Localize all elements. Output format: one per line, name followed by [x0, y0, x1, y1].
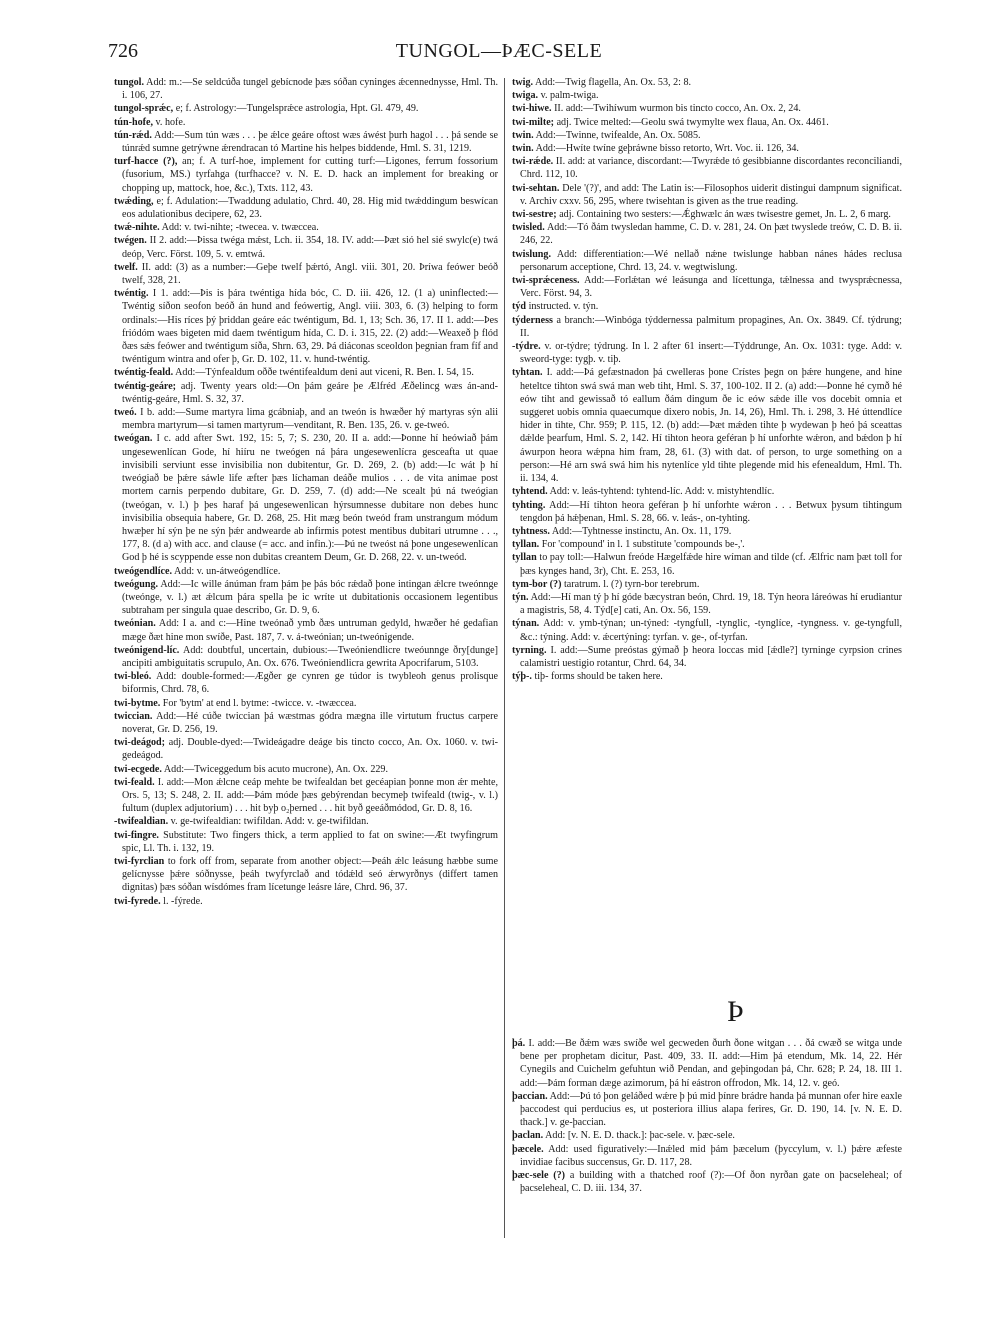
entry-text: II. add:—Twihíwum wurmon bis tincto cocco, An. Ox. 2, 24. [554, 103, 801, 115]
entry-text: v. hofe. [155, 116, 186, 128]
right-column [512, 76, 902, 683]
entry-text: I b. add:—Sume martyra lima gcábniaþ, and an tweón is hwæðer hý martyras sýn alii membra martyrum—si tamen martyrum—venditant, R. Ben. 135, 26. v. ge-tweó. [122, 407, 498, 432]
entry-text: a building with a thatched roof (?):—Of ðon nyrðan gate on þacseleheal; of þacseleheal, C. D. iii. 134, 37. [520, 1170, 903, 1195]
entry-text: II. add: (3) as a number:—Geþe twelf þǽrtó, Angl. viii. 301, 20. Þríwa feówer beóð twelf, 328, 21. [122, 261, 499, 287]
dictionary-entry [114, 261, 498, 287]
dictionary-entry [114, 76, 498, 102]
entry-text: an; f. A turf-hoe, implement for cutting turf:—Ligones, ferrum fossorium (fusorium, MS.) tyrfahga (turfhacce? v. N. E. D. hack an implement for breaking or chopping up, mattock, hoe, &c.), Txts. 112, 43. [122, 156, 498, 194]
running-header [108, 40, 890, 70]
entry-text: Substitute: Two fingers thick, a term applied to fat on swine:—Æt twyfingrum spic, Ll. Th. i. 132, 19. [122, 829, 498, 854]
entry-headword: tún-rǽd. [114, 129, 152, 141]
dictionary-entry [114, 829, 498, 855]
dictionary-entry [114, 855, 498, 895]
entry-text: adj. Twice melted:—Geolu swá twymylte wex flaua, An. Ox. 4461. [556, 116, 829, 128]
entry-headword: týn. [512, 591, 529, 603]
entry-text: to fork off from, separate from another object:—Þeáh ǽlc leásung hæbbe sume gelícnysse þǽre sóðnysse, þeáh twyfyrclað and tódǽld seó ǽrwyrðnys (differt tamen dignitas) þæs sóðan wísdómes fram lícetunge leásre láre, Chrd. 96, 37. [122, 855, 498, 894]
entry-headword: tweógan. [114, 433, 153, 445]
entry-headword: twi-bleó. [114, 671, 152, 683]
entry-text: Add:—Hé cúðe twiccian þá wæstmas gódra mægna ille virtutum fructus carpere noverat, Gr. D. 256, 19. [122, 710, 498, 735]
entry-headword: tún-hofe, [114, 116, 153, 128]
entry-headword: turf-hacce (?), [114, 156, 178, 168]
right-column-continued [512, 1037, 902, 1195]
entry-text: Add:—Týnfealdum oððe twéntifealdum deni aut viceni, R. Ben. I. 54, 15. [175, 367, 474, 379]
entry-text: Add:—Twiceggedum bis acuto mucrone), An. Ox. 229. [163, 763, 389, 775]
dictionary-entry [512, 89, 902, 102]
entry-headword: -týdre. [512, 341, 541, 353]
entry-text: Add:—Hwíte twíne geþráwne bisso retorto, Wrt. Voc. ii. 126, 34. [535, 143, 799, 155]
dictionary-entry [114, 406, 498, 432]
entry-text: Add: used figuratively:—Inǽled mid þám þæcelum (þyccylum, v. l.) þǽre æfeste invidiae facibus succensus, Gr. D. 117, 28. [520, 1143, 903, 1168]
dictionary-entry [512, 578, 902, 591]
entry-headword: twi-fingre. [114, 829, 159, 841]
entry-headword: twi-bytme. [114, 697, 161, 709]
dictionary-entry [512, 1143, 902, 1169]
dictionary-entry [512, 274, 902, 300]
dictionary-entry [512, 525, 902, 538]
entry-text: v. ge-twifealdian: twifildan. Add: v. ge-twifildan. [170, 816, 369, 828]
dictionary-entry [512, 499, 902, 525]
entry-headword: -twifealdian. [114, 816, 169, 828]
entry-text: I c. add after Swt. 192, 15: 5, 7; S. 230, 20. II a. add:—Þonne hí heówiað þám ungesewenlícan Gode, hí hiíru ne tweógen ná þára ungesewenlícra gesceafta ut quae invisibili serviunt esse invisibilia non dubitentur, Gr. D. 269, 2. (b) add:—Ic wát þ hí tweógiað be þǽre sáwle life æfter þæs líchaman deáðe mulios . . . de vita animae post mortem carnis perpendo dubitare, Gr. D. 259, 7. (d) add:—Ne scealt þú ná tweógian (tweógan, v. l.) þ þes haraf þá ungesewenlican hýrsumnesse dubitare non debes hunc invisibilia obsequia habere, Gr. D. 268, 25. Hit mæg beón tweód fram unstrangum módum hwæþer hí sýn þe ne sýn þǽr andwearde ab infirmis potest mentibus dubitari utrumne . . ., 177, 8. (d a) with acc. and clause (= acc. and infin.):—Þú ne tweóst ná þone ungesewenlícan God þ hé is scyppende esse non dubitas creantem Deum, Gr. D. 268, 22. v. un-tweód. [122, 433, 498, 564]
entry-text: taratrum. l. (?) tyrn-bor terebrum. [563, 578, 700, 590]
entry-text: Add: v. twi-nihte; -twecea. v. twæccea. [161, 222, 319, 234]
dictionary-entry [114, 776, 498, 816]
entry-text: I 1. add:—Þis is þára twéntiga hída bóc, C. D. iii. 426, 12. (1 a) uninflected:—Twéntig síðon seofon beóð án hund and feówertig, Angl. viii. 303, 6. (3) helping to form ordinals:—His ríces þý þriddan geáre eác twéntigum, Bd. 1, 13; Sch. 36, 17. II 1. add:—Þes friódóm waes bigeten mid daem twéntigum hída, C. D. i. 315, 22. (2) add:—Weaxeð þ flód ðæs sǽs feówer and twéntigum síða, Shrn. 63, 29. Þá diáconas sceoldon þegnian fram fíf and twéntigum wintra and ofer þ, Gr. D. 102, 11. v. hund-twéntig. [122, 288, 498, 366]
entry-text: I. add:—Sume preóstas gýmað þ heora loccas mid [ǽdle?] tyrninge cyrpsion crines calamistri uestigio rotantur, Chrd. 64, 34. [520, 644, 902, 669]
entry-text: I. add:—Mon ǽlcne ceáp mehte be twifealdan bet gecéapian þonne mon ǽr mehte, Ors. 5, 13; S. 248, 2. II. add:—Þám móde þæs gebýrendan becymeþ twifeald (twig-, v. l.) fultum (duplex adjutorium) . . . hit byþ o₂þerned . . . hit byð geeáðmódod, Gr. D. 8, 16. [122, 776, 498, 815]
entry-headword: twi-hiwe. [512, 103, 552, 115]
entry-headword: twi-fyrclian [114, 855, 165, 867]
entry-headword: twiga. [512, 90, 539, 102]
entry-headword: týþ-. [512, 671, 532, 683]
dictionary-entry [512, 102, 902, 115]
entry-headword: twéntig-geáre; [114, 380, 177, 392]
dictionary-entry [512, 538, 902, 551]
dictionary-entry [114, 380, 498, 406]
entry-headword: tweógendlíce. [114, 565, 173, 577]
dictionary-entry [512, 1090, 902, 1130]
entry-text: Add: double-formed:—Ægðer ge cynren ge túdor is twybleoh genus prolisque biformis, Chrd. 78, 6. [122, 671, 498, 696]
entry-headword: tyllan. [512, 539, 540, 551]
dictionary-entry [512, 485, 902, 498]
dictionary-entry [512, 314, 902, 340]
entry-text: Add:—Hí man tý þ hí góde bæcystran beón, Chrd. 19, 18. Týn heora láreówas hí erudiantur a magistris, 58, 4. Týd[e] cati, An. Ox. 56, 159. [520, 591, 903, 617]
entry-text: a branch:—Winbóga týddernessa palmitum propagines, An. Ox. 3849. Cf. týdrung; II. [520, 314, 902, 339]
entry-headword: tweó. [114, 407, 137, 419]
entry-text: For 'bytm' at end l. bytme: -twicce. v. -twæccea. [162, 697, 357, 709]
dictionary-entry [114, 578, 498, 618]
entry-text: II. add: at variance, discordant:—Twyrǽde tó gesibbianne discordantes reconciliandi, Chrd. 112, 10. [520, 156, 903, 181]
dictionary-entry [114, 617, 498, 643]
entry-text: e; f. Astrology:—Tungelsprǽce astrologia, Hpt. Gl. 479, 49. [175, 103, 419, 115]
dictionary-entry [512, 221, 902, 247]
dictionary-entry [114, 221, 498, 234]
dictionary-entry [114, 129, 498, 155]
dictionary-entry [114, 644, 498, 670]
entry-headword: twislung. [512, 248, 551, 260]
dictionary-entry [114, 195, 498, 221]
entry-headword: þaccian. [512, 1090, 548, 1102]
entry-text: Add: v. ymb-týnan; un-týned: -tyngfull, -tynglic, -tynglíce, -tyngness. v. ge-tyngfull, &c.: týning. Add: v. ǽcertýning: tyrfan. v. ge-, of-tyrfan. [520, 618, 902, 643]
dictionary-entry [512, 76, 902, 89]
entry-text: Add:—Sum tún wæs . . . þe ǽlce geáre oftost wæs áwést þurh hagol . . . þá sende se túnrǽd sumne getrýwne ǽrendracan tó Martine his helpes biddende, Hml. S. 31, 1219. [122, 129, 498, 155]
entry-text: Add:—Forlǽtan wé leásunga and lícettunga, tǽlnessa and twysprǽcnessa, Verc. Först. 94, 3. [520, 275, 903, 300]
entry-text: Add:—Tyhtnesse instinctu, An. Ox. 11, 179. [551, 525, 732, 537]
entry-text: tiþ- forms should be taken here. [534, 671, 663, 683]
dictionary-entry [512, 644, 902, 670]
dictionary-entry [114, 234, 498, 260]
dictionary-entry [512, 248, 902, 274]
dictionary-entry [512, 670, 902, 683]
entry-headword: twi-milte; [512, 116, 555, 128]
entry-text: Add:—Hí tihton heora geféran þ hí unforhte wǽron . . . Betwux þysum tihtingum tengdon þá hǽþenan, Hml. S. 28, 66. v. leás-, on-tyhting. [520, 499, 903, 524]
entry-text: adj. Twenty years old:—On þám geáre þe Ælfréd Æðelincg wæs án-and-twéntig-geáre, Hml. S. 32, 37. [122, 380, 498, 405]
dictionary-entry [114, 670, 498, 696]
entry-text: Add: v. un-átweógendlíce. [174, 565, 281, 577]
entry-text: Add: differentiation:—Wé nellað nǽne twislunge habban nánes hádes reclusa personarum acceptione, Chrd. 13, 24. v. wegtwislung. [520, 248, 902, 273]
dictionary-entry [512, 129, 902, 142]
entry-headword: twi-fyrede. [114, 895, 161, 907]
entry-headword: twǽding, [114, 195, 154, 207]
entry-headword: twi-feald. [114, 776, 155, 788]
entry-text: Add: m.:—Se seldcúða tungel gebícnode þæs sóðan cyninges ǽcennednysse, Hml. Th. i. 106, 27. [122, 77, 498, 102]
section-letter: Þ [727, 995, 744, 1028]
entry-text: instructed. v. týn. [528, 301, 599, 313]
dictionary-entry [114, 155, 498, 195]
entry-text: Add:—Twig flagella, An. Ox. 53, 2: 8. [535, 77, 692, 88]
dictionary-entry [512, 591, 902, 617]
entry-headword: twin. [512, 129, 534, 141]
entry-headword: twi-sprǽceness. [512, 275, 580, 287]
entry-headword: þaclan. [512, 1130, 544, 1142]
dictionary-entry [512, 617, 902, 643]
entry-headword: þæc-sele (?) [512, 1170, 566, 1182]
entry-headword: twi-sestre; [512, 209, 557, 221]
entry-text: I. add:—Be ðǽm wæs swíðe wel gecweden ðurh ðone witgan . . . ðá cwæð se witga unde bene per prophetam dicitur, Past. 409, 33. II. add:—Him þá etendum, Mk. 14, 22. Hér Cynegils and Cuichelm gefuhtun wið Pendan, and geþingodan þá, Chr. 628; P. 24, 18. III 1. add:—Þám forman dæge azimorum, þá hí eástron offrodon, Mk. 14, 12. v. geó. [520, 1038, 902, 1089]
entry-headword: tweónian. [114, 618, 156, 630]
dictionary-entry [114, 565, 498, 578]
entry-headword: twi-rǽde. [512, 156, 554, 168]
entry-headword: þæcele. [512, 1143, 544, 1155]
entry-headword: þá. [512, 1038, 526, 1049]
entry-headword: tyhtend. [512, 486, 548, 498]
entry-text: II 2. add:—Þissa twéga mǽst, Lch. ii. 354, 18. IV. add:—Þæt sió hel sié swylc(e) twá deóp, Verc. Först. 109, 5. v. emtwá. [122, 235, 498, 260]
entry-headword: twi-ecgede. [114, 763, 162, 775]
left-column [114, 76, 498, 908]
entry-text: adj. Containing two sesters:—Ǽghwælc án wæs twisestre gemet, Jn. L. 2, 6 marg. [559, 209, 891, 221]
dictionary-entry [512, 116, 902, 129]
dictionary-entry [512, 551, 902, 577]
entry-headword: twǽ-nihte. [114, 222, 160, 234]
entry-headword: twi-sehtan. [512, 182, 560, 194]
entry-text: Add:—Þú tó þon geláðed wǽre þ þú mid þínre brádre handa þá munnan ofer hire eaxle þaccodest qui perducius es, ut posteriora illius alapa ferires, Gr. D. 190, 14. [v. N. E. D. thack.] v. ge-þaccian. [520, 1090, 902, 1129]
dictionary-entry [114, 102, 498, 115]
column-divider [504, 78, 505, 1238]
dictionary-entry [512, 1129, 902, 1142]
dictionary-entry [114, 736, 498, 762]
entry-headword: týderness [512, 314, 553, 326]
dictionary-entry [114, 432, 498, 564]
dictionary-entry [512, 208, 902, 221]
entry-text: e; f. Adulation:—Twaddung adulatio, Chrd. 40, 28. Hig mid twǽddingum beswícan eos adulationibus decipere, 62, 23. [122, 195, 498, 221]
entry-headword: tweónigend-líc. [114, 644, 180, 656]
entry-headword: tweógung. [114, 578, 159, 590]
dictionary-entry [512, 155, 902, 181]
dictionary-entry [512, 182, 902, 208]
dictionary-entry [512, 1037, 902, 1090]
entry-headword: twiccian. [114, 710, 153, 722]
entry-headword: tungol. [114, 77, 145, 88]
entry-headword: tungol-sprǽc, [114, 103, 174, 115]
running-title: TUNGOL—ÞÆC-SELE [395, 40, 603, 62]
entry-text: Add:—Twinne, twifealde, An. Ox. 5085. [535, 129, 701, 141]
entry-text: Add: [v. N. E. D. thack.]: þac-sele. v. þæc-sele. [545, 1130, 735, 1142]
entry-headword: twig. [512, 77, 534, 88]
page-number: 726 [108, 40, 138, 62]
entry-headword: twégen. [114, 235, 147, 247]
dictionary-entry [114, 116, 498, 129]
entry-headword: tyrning. [512, 644, 547, 656]
entry-headword: twin. [512, 143, 534, 155]
dictionary-entry [114, 697, 498, 710]
dictionary-entry [114, 366, 498, 379]
dictionary-entry [512, 142, 902, 155]
entry-headword: tyhtan. [512, 367, 543, 379]
entry-text: v. or-týdre; týdrung. In l. 2 after 61 insert:—Týddrunge, An. Ox. 1031: tyge. Add: v. sweord-tyge: tygþ. v. tiþ. [520, 341, 902, 366]
entry-text: I. add:—Þá gefæstnadon þá cwelleras þone Crístes þegn on þǽre hungene, and hine heteltce tihton swá swá man web tiht, Hml. S. 37, 100-102. II 2. (a) add:—Þonne hé cymð hé eów tiht and gewissað tó eallum ðám dingum ðe ic eów sǽde ille vos docebit omnia et suggeret uobis omnia quaecumque dixero nobis, Jn. 14, 26), Hml. Th. i. 298, 3. Hé úttendlíce hider in tihte, Chr. 959; P. 115, 12. (b) add:—Þæt mǽden tihte þ wydewan þ heó þá sceattas dǽlde þearfum, Hml. S. 2, 142. Hí tihton heora geféran þ hí unforhte wǽron, and bǽdon þ hí áwurpon heora wǽpna him fram, 28, 61. (3) with dat. of person, to urge something on a person:—Hé arn swá swá him his nytenlíce yld tihte plegende mid his efenealdum, Hml. Th. ii. 134, 4. [520, 367, 902, 485]
entry-headword: twelf. [114, 261, 138, 273]
entry-text: Add: v. leás-tyhtend: tyhtend-líc. Add: v. mistyhtendlíc. [549, 486, 775, 498]
entry-text: to pay toll:—Halwun freóde Hægelfǽde hire wíman and tilde (cf. Ælfric nam þæt toll for þæs kynges hand, 3r), Cht. E. 253, 16. [520, 552, 902, 577]
entry-headword: týd [512, 301, 527, 313]
dictionary-entry [512, 1169, 902, 1195]
dictionary-entry [512, 300, 902, 313]
entry-headword: tyhting. [512, 499, 546, 511]
entry-text: For 'compound' in l. 1 substitute 'compounds be-,'. [541, 539, 745, 551]
entry-text: adj. Double-dyed:—Twideágadre deáge bis tincto cocco, An. Ox. 1060. v. twi-gedeágod. [122, 737, 498, 762]
dictionary-entry [512, 340, 902, 366]
dictionary-entry [512, 366, 902, 485]
dictionary-entry [114, 815, 498, 828]
entry-headword: twéntig. [114, 288, 149, 300]
entry-text: Add:—Ic wille ánúman fram þám þe þás bóc rǽdað þone intingan ǽlcre tweónnge (tweónge, v. l.) æt ǽlcum þára spella þe ic wríte ut dubitationis occasionem legentibus subtraham per singula quae describo, Gr. D. 9, 6. [122, 578, 499, 617]
dictionary-entry [114, 895, 498, 908]
entry-headword: twisled. [512, 222, 545, 234]
dictionary-entry [114, 287, 498, 366]
entry-text: l. -fýrede. [163, 895, 203, 907]
entry-text: Add:—Tó ðám twysledan hamme, C. D. v. 281, 24. On þæt twyslede treów, C. D. B. ii. 246, 22. [520, 222, 903, 247]
entry-headword: týnan. [512, 618, 540, 630]
dictionary-entry [114, 710, 498, 736]
entry-text: Add: I a. and c:—Hine tweónað ymb ðæs untruman gedyld, hwæðer hé gedafian mæge ðæt hine mon swíðe, Past. 187, 7. v. á-tweónian; un-tweónigende. [122, 618, 499, 643]
entry-headword: twéntig-feald. [114, 367, 174, 379]
entry-headword: tyhtness. [512, 525, 550, 537]
entry-headword: twi-deágod; [114, 737, 166, 749]
entry-text: Dele '(?)', and add: The Latin is:—Filosophos uiderit distingui dampnum significat. v. Archiv cxxv. 56, 295, where twisehtan is given as the true reading. [520, 182, 902, 207]
entry-text: Add: doubtful, uncertain, dubious:—Tweóniendlicre tweóunnge ðry[dunge] ancipiti ambiguitatis scrupulo, An. Ox. 676. Tweóniendlicra gewrita Apocrifarum, 5103. [122, 644, 498, 669]
entry-headword: tym-bor (?) [512, 578, 562, 590]
entry-headword: tyllan [512, 552, 537, 564]
entry-text: v. palm-twiga. [540, 90, 599, 102]
dictionary-entry [114, 763, 498, 776]
